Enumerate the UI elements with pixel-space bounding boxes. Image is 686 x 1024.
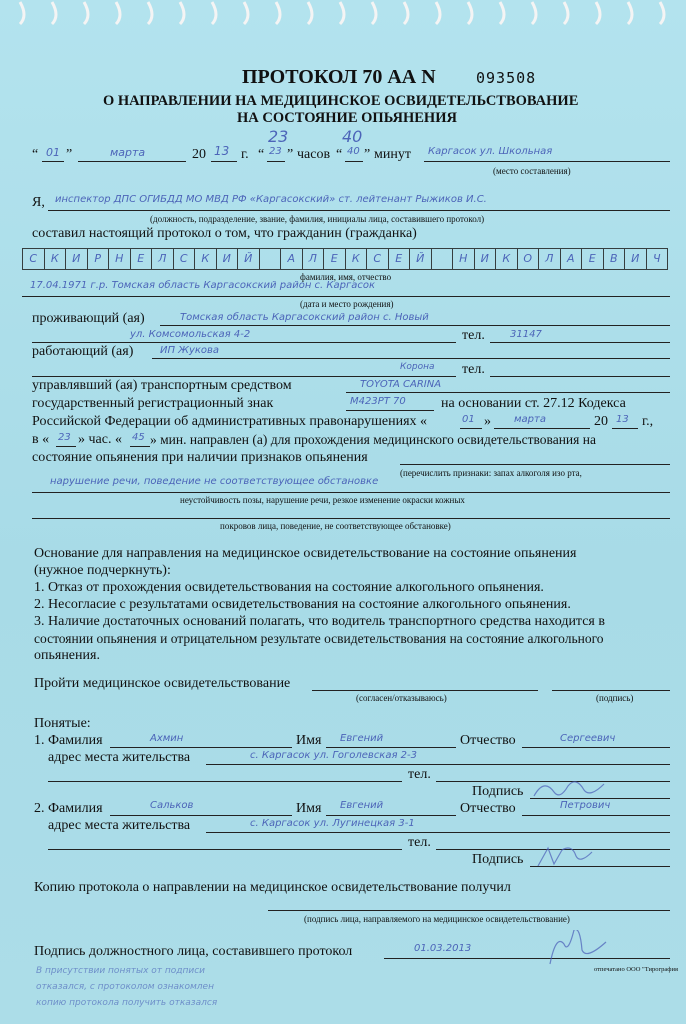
grounds-intro-2: (нужное подчеркнуть): (34, 563, 171, 578)
birth-value: 17.04.1971 г.р. Томская область Каргасокский район с. Каргасок (30, 280, 376, 291)
residing-label: проживающий (ая) (32, 311, 145, 326)
g-label: г. (241, 147, 249, 162)
grounds-item-3b: состоянии опьянения и отрицательном результате освидетельствования на состояние алкогольного (34, 631, 604, 646)
plate-label: государственный регистрационный знак (32, 396, 274, 411)
residing-value-2: ул. Комсомольская 4-2 (130, 329, 251, 340)
pass-exam-caption-sign: (подпись) (596, 693, 634, 703)
managed-label: управлявший (ая) транспортным средством (32, 378, 292, 393)
plate-value: М423РТ 70 (350, 396, 406, 407)
grounds-item-1: 1. Отказ от прохождения освидетельствования на состояние алкогольного опьянения. (34, 580, 544, 595)
name-cell: Й (237, 248, 259, 270)
w1-tel-label: тел. (408, 767, 431, 782)
w1-name: Евгений (340, 733, 384, 744)
name-cell: С (173, 248, 195, 270)
name-cell: Л (151, 248, 173, 270)
name-cell: С (22, 248, 44, 270)
signs-caption-3: покровов лица, поведение, не соответствующее обстановке) (220, 521, 451, 531)
name-cell (431, 248, 453, 270)
rf-month: марта (514, 414, 546, 425)
bottom-note-2: отказался, с протоколом ознакомлен (36, 982, 214, 992)
tel-value-1: 31147 (510, 329, 542, 340)
name-cell: К (44, 248, 66, 270)
w2-address-label: адрес места жительства (48, 818, 191, 833)
pass-exam-caption-agree: (согласен/отказываюсь) (356, 693, 447, 703)
grounds-item-3c: опьянения. (34, 648, 100, 663)
w2-name: Евгений (340, 800, 384, 811)
name-cell: О (517, 248, 539, 270)
date-minutes: 40 (347, 146, 360, 157)
grounds-intro: Основание для направления на медицинское освидетельствование на состояние опьянения (34, 546, 577, 561)
basis-text: на основании ст. 27.12 Кодекса (441, 396, 626, 411)
grounds-item-3a: 3. Наличие достаточных оснований полагать, что водитель транспортного средства находится в (34, 614, 605, 629)
name-cell: К (194, 248, 216, 270)
protocol-subtitle-2: НА СОСТОЯНИЕ ОПЬЯНЕНИЯ (237, 110, 457, 126)
year-prefix: 20 (192, 147, 206, 162)
minutes-label: минут (374, 147, 411, 162)
w2-patronymic-label: Отчество (460, 801, 516, 816)
name-cell: Л (538, 248, 560, 270)
w1-patronymic: Сергеевич (560, 733, 616, 744)
hour-label: » час. « (78, 432, 122, 447)
copy-caption: (подпись лица, направляемого на медицинское освидетельствование) (304, 914, 570, 924)
spiral-binding-icon (0, 0, 686, 30)
officer-signature-label: Подпись должностного лица, составившего протокол (34, 944, 353, 959)
officer-caption: (должность, подразделение, звание, фамилия, инициалы лица, составившего протокол) (150, 214, 485, 224)
name-cell: Ч (646, 248, 669, 270)
date-day: 01 (46, 146, 60, 159)
hours-handwritten: 23 (268, 127, 289, 146)
date-month: марта (110, 146, 146, 159)
name-cell: Н (108, 248, 130, 270)
name-cell: В (603, 248, 625, 270)
w1-surname: Ахмин (150, 733, 184, 744)
w2-name-label: Имя (296, 801, 322, 816)
w2-num: 2. (34, 801, 45, 816)
citizen-name-cells (22, 248, 668, 270)
protocol-subtitle-1: О НАПРАВЛЕНИИ НА МЕДИЦИНСКОЕ ОСВИДЕТЕЛЬСТВОВАНИЕ (103, 93, 579, 109)
tel-label-1: тел. (462, 328, 485, 343)
name-cell: И (216, 248, 238, 270)
printer-note: отпечатано ООО "Тирография (594, 966, 678, 973)
rf-year-prefix: 20 (594, 414, 608, 429)
quote-open: “ (32, 147, 39, 162)
year-suffix: 13 (214, 144, 230, 158)
name-cell: К (345, 248, 367, 270)
name-cell: К (495, 248, 517, 270)
copy-text: Копию протокола о направлении на медицинское освидетельствование получил (34, 880, 511, 895)
place-value: Каргасок ул. Школьная (428, 146, 553, 157)
name-cell: И (624, 248, 646, 270)
protocol-form: ПРОТОКОЛ 70 АА N 093508 О НАПРАВЛЕНИИ НА МЕДИЦИНСКОЕ ОСВИДЕТЕЛЬСТВОВАНИЕ НА СОСТОЯНИЕ ОПЬЯНЕНИЯ 23 40 “ 01 ” марта 20 13 г. “ 23 ” часов “ 40 ” минут Каргасок ул. Школьная (место составления) Я, инспектор ДПС ОГИБДД МО МВД РФ «Каргасокский» ст. лейтенант Рыжиков И.С. (должность, подразделение, звание, фамилия, инициалы лица, составившего протокол) составил настоящий протокол о том, что гражданин (гражданка) С К И Р Н Е Л С К И Й А Л Е К С Е Й Н И К О Л А Е В И Ч фамилия, имя, отчество 17.04.1971 г.р. Томская область Каргасокский район с. Каргасок (дата и место рождения) проживающий (ая) Томская область Каргасокский район с. Новый ул. Комсомольская 4-2 тел. 31147 работающий (ая) ИП Жукова тел. Корона управлявший (ая) транспортным средством TOYOTA CARINA государственный регистрационный знак М423РТ 70 на основании ст. 27.12 Кодекса Российской Федерации об административных правонарушениях « 01 » марта 20 13 г., в « 23 » час. « 45 » мин. направлен (а) для прохождения медицинского освидетельствования на состояние опьянения при наличии признаков опьянения (перечислить признаки: запах алкоголя изо рта, нарушение речи, поведение не соответствующее обстановке неустойчивость позы, нарушение речи, резкое изменение окраски кожных покровов лица, поведение, не соответствующее обстановке) Основание для направления на медицинское освидетельствование на состояние опьянения (нужное подчеркнуть): 1. Отказ от прохождения освидетельствования на состояние алкогольного опьянения. 2. Несогласие с результатами освидетельствования на состояние алкогольного опьянения. 3. Наличие достаточных оснований полагать, что водитель транспортного средства находится в состоянии опьянения и отрицательном результате освидетельствования на состояние алкогольного опьянения. Пройти медицинское освидетельствование (согласен/отказываюсь) (подпись) Понятые: 1. Фамилия Ахмин Имя Евгений Отчество Сергеевич адрес места жительства с. Каргасок ул. Гоголевская 2-3 тел. Подпись 2. Фамилия Сальков Имя Евгений Отчество Петрович адрес места жительства с. Каргасок ул. Лугинецкая 3-1 тел. Подпись Копию протокола о направлении на медицинское освидетельствование получил (подпись лица, направляемого на медицинское освидетельствование) Подпись должностного лица, составившего протокол 01.03.2013 отпечатано ООО "Тирография В присутствии понятых от подписи отказался, с протоколом ознакомлен копию протокола получить отказался (0, 0, 686, 1024)
name-cell: Н (452, 248, 474, 270)
grounds-item-2: 2. Несогласие с результатами освидетельствования на состояние алкогольного опьянения. (34, 597, 571, 612)
w1-name-label: Имя (296, 733, 322, 748)
pass-exam-label: Пройти медицинское освидетельствование (34, 676, 291, 691)
name-cell: Е (130, 248, 152, 270)
in-minutes: 45 (132, 432, 145, 443)
name-cell: Е (388, 248, 410, 270)
w1-surname-label: Фамилия (48, 733, 103, 748)
drafted-text: составил настоящий протокол о том, что гражданин (гражданка) (32, 226, 417, 241)
name-cell: И (474, 248, 496, 270)
in-hour: 23 (58, 432, 71, 443)
officer-signature-note: 01.03.2013 (414, 943, 472, 954)
name-cell: Л (302, 248, 324, 270)
officer-value: инспектор ДПС ОГИБДД МО МВД РФ «Каргасокский» ст. лейтенант Рыжиков И.С. (55, 194, 487, 205)
w2-surname-label: Фамилия (48, 801, 103, 816)
rf-text: Российской Федерации об административных правонарушениях « (32, 414, 428, 429)
residing-value-1: Томская область Каргасокский район с. Новый (180, 312, 429, 323)
signs-caption-2: неустойчивость позы, нарушение речи, резкое изменение окраски кожных (180, 495, 465, 505)
protocol-number: 093508 (476, 69, 537, 87)
witnesses-heading: Понятые: (34, 716, 91, 731)
w1-address-label: адрес места жительства (48, 750, 191, 765)
w2-signature-icon (530, 842, 610, 870)
minutes-handwritten: 40 (342, 127, 363, 146)
name-cell: Е (323, 248, 345, 270)
w1-patronymic-label: Отчество (460, 733, 516, 748)
w1-signature-icon (530, 776, 610, 802)
name-cell: А (560, 248, 582, 270)
name-cell: Е (581, 248, 603, 270)
w2-tel-label: тел. (408, 835, 431, 850)
name-cell: Й (409, 248, 431, 270)
officer-signature-icon (540, 930, 620, 970)
signs-text: состояние опьянения при наличии признаков опьянения (32, 450, 368, 465)
w2-address: с. Каргасок ул. Лугинецкая 3-1 (250, 818, 415, 829)
place-caption: (место составления) (493, 166, 571, 176)
vehicle-note: Корона (400, 362, 435, 372)
bottom-note-3: копию протокола получить отказался (36, 998, 218, 1008)
bottom-note-1: В присутствии понятых от подписи (36, 966, 206, 976)
protocol-title: ПРОТОКОЛ 70 АА N (242, 66, 436, 88)
tel-label-2: тел. (462, 362, 485, 377)
vehicle-value: TOYOTA CARINA (360, 379, 442, 390)
in-label: в « (32, 432, 50, 447)
hours-label: часов (297, 147, 331, 162)
signs-value-1: нарушение речи, поведение не соответствующее обстановке (50, 476, 379, 487)
w1-sign-label: Подпись (472, 784, 524, 799)
w2-patronymic: Петрович (560, 800, 611, 811)
officer-prefix: Я, (32, 195, 45, 210)
signs-caption-1: (перечислить признаки: запах алкоголя изо рта, (400, 468, 582, 478)
w2-sign-label: Подпись (472, 852, 524, 867)
name-caption: фамилия, имя, отчество (300, 272, 392, 282)
w2-surname: Сальков (150, 800, 194, 811)
name-cell: А (280, 248, 302, 270)
working-value: ИП Жукова (160, 345, 220, 356)
name-cell: И (65, 248, 87, 270)
rf-year-suffix: 13 (616, 414, 629, 425)
name-cell (259, 248, 281, 270)
w1-num: 1. (34, 733, 45, 748)
working-label: работающий (ая) (32, 344, 134, 359)
name-cell: С (366, 248, 388, 270)
date-hours: 23 (269, 146, 282, 157)
minutes-text: » мин. направлен (а) для прохождения медицинского освидетельствования на (150, 432, 596, 447)
rf-day: 01 (462, 414, 475, 425)
name-cell: Р (87, 248, 109, 270)
birth-caption: (дата и место рождения) (300, 299, 394, 309)
w1-address: с. Каргасок ул. Гоголевская 2-3 (250, 750, 418, 761)
